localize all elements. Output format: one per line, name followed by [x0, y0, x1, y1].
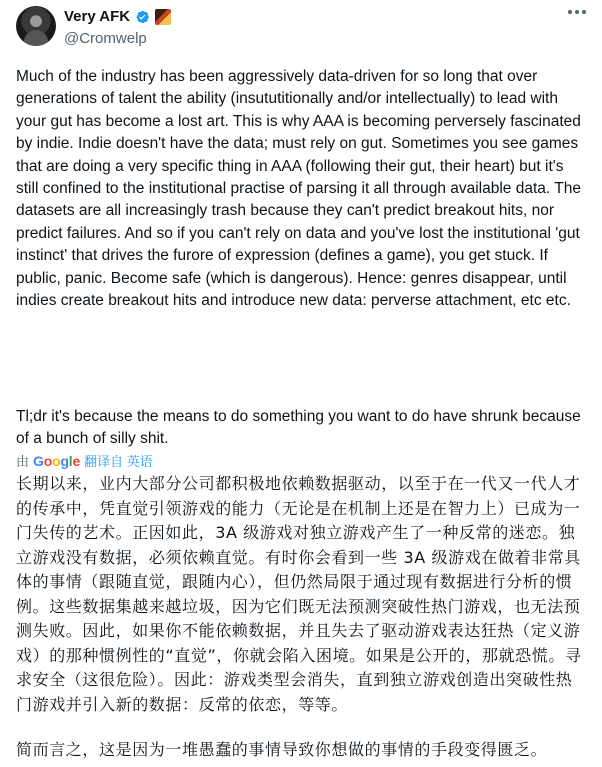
author-display-name[interactable]: Very AFK [64, 8, 131, 25]
translation-attribution [16, 451, 153, 470]
author-name-row [64, 8, 171, 25]
author-handle[interactable]: @Cromwelp [64, 30, 147, 47]
translation-prefix: 由 [16, 454, 30, 469]
more-options-icon[interactable] [568, 10, 586, 14]
affiliate-badge-icon [155, 9, 171, 25]
post-text-paragraph: Much of the industry has been aggressively data-driven for so long that over generations of talent the ability (insututitionally and/or intellectually) to lead with your gut has become a lost art. This is why AAA is becoming perversely fascinated by indie. Indie doesn't have the data; must rely on gut. Sometimes you see games that are doing a very specific thing in AAA (following their gut, their heart) but it's still confined to the institutional practise of parsing it all through available data. The datasets are all increasingly trash because they can't predict breakout hits, nor predict failures. And so if you can't rely on data and you've lost the institutional 'gut instinct' that drives the furore of expression (defines a game), you get stuck. If public, panic. Become safe (which is dangerous). Hence: genres disappear, until indies create breakout hits and introduce new data: perverse attachment, etc etc. [16, 68, 581, 310]
translated-text-paragraph: 简而言之，这是因为一堆愚蠢的事情导致你想做的事情的手段变得匮乏。 [16, 740, 548, 759]
translated-text-paragraph: 长期以来，业内大部分公司都积极地依赖数据驱动，以至于在一代又一代人才的传承中，凭直觉引领游戏的能力（无论是在机制上还是在智力上）已成为一门失传的艺术。正因如此，3A 级游戏对独立游戏产生了一种反常的迷恋。独立游戏没有数据，必须依赖直觉。有时你会看到一些 3A 级游戏在做着非常具体的事情（跟随直觉，跟随内心），但仍然局限于通过现有数据进行分析的惯例。这些数据集越来越垃圾，因为它们既无法预测突破性热门游戏，也无法预测失败。因此，如果你不能依赖数据，并且失去了驱动游戏表达狂热（定义游戏）的那种惯例性的“直觉”，你就会陷入困境。如果是公开的，那就恐慌。寻求安全（这很危险）。因此：游戏类型会消失，直到独立游戏创造出突破性热门游戏并引入新的数据：反常的依恋，等等。 [16, 474, 582, 714]
translated-from-link[interactable]: 翻译自 英语 [84, 454, 153, 469]
google-logo: Google [33, 452, 81, 469]
avatar[interactable] [16, 6, 56, 46]
verified-badge-icon [134, 9, 150, 25]
post-text-paragraph: Tl;dr it's because the means to do something you want to do have shrunk because of a bunch of silly shit. [16, 408, 581, 448]
post-header [0, 0, 602, 56]
